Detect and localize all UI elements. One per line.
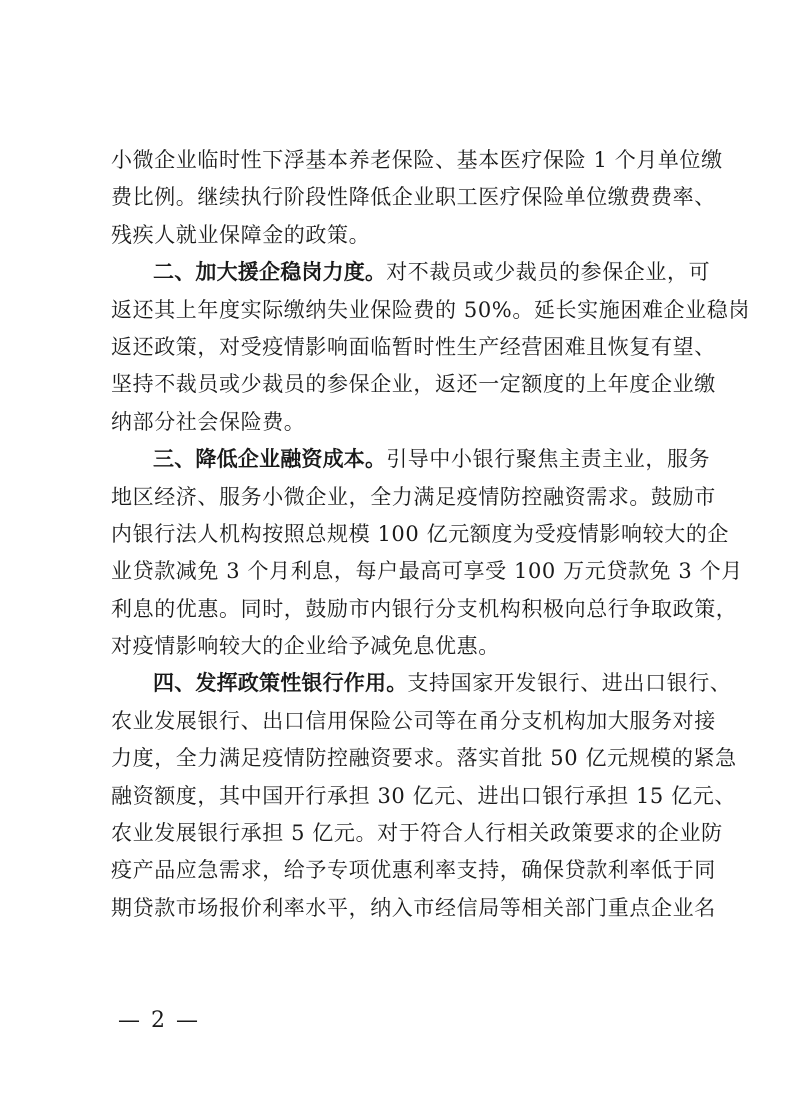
- line-text: 对疫情影响较大的企业给予减免息优惠。: [111, 634, 500, 659]
- text-line: [111, 815, 723, 852]
- body-text: [111, 142, 750, 927]
- text-line: [111, 591, 738, 628]
- line-text: 地区经济、服务小微企业，全力满足疫情防控融资需求。鼓励市: [111, 484, 716, 509]
- text-line: [111, 292, 750, 329]
- section-heading-4: 四、发挥政策性银行作用。: [153, 671, 408, 696]
- line-text: 力度，全力满足疫情防控融资要求。落实首批 50 亿元规模的紧急: [111, 746, 737, 771]
- line-text: 农业发展银行、出口信用保险公司等在甬分支机构加大服务对接: [111, 708, 716, 733]
- line-text: 返还政策，对受疫情影响面临暂时性生产经营困难且恢复有望、: [111, 334, 716, 359]
- text-line: [111, 142, 723, 179]
- line-text: 融资额度，其中国开行承担 30 亿元、进出口银行承担 15 亿元、: [111, 783, 736, 808]
- text-line: [111, 740, 737, 777]
- text-line: [111, 703, 716, 740]
- line-text: 业贷款减免 3 个月利息，每户最高可享受 100 万元贷款免 3 个月: [111, 559, 743, 584]
- page-number: — 2 —: [118, 1008, 200, 1033]
- line-text: 对不裁员或少裁员的参保企业，可: [386, 260, 711, 285]
- text-line: [111, 553, 743, 590]
- line-text: 利息的优惠。同时，鼓励市内银行分支机构积极向总行争取政策，: [111, 596, 738, 621]
- text-line: [111, 628, 695, 665]
- text-line: [111, 890, 716, 927]
- text-line: [111, 179, 716, 216]
- text-line: [111, 404, 695, 441]
- line-text: 小微企业临时性下浮基本养老保险、基本医疗保险 1 个月单位缴: [111, 148, 723, 172]
- line-text: 残疾人就业保障金的政策。: [111, 222, 371, 247]
- section-heading-2: 二、加大援企稳岗力度。: [153, 260, 387, 285]
- line-text: 引导中小银行聚焦主责主业，服务: [386, 447, 711, 472]
- paragraph-start-4: [111, 665, 732, 702]
- text-line: [111, 778, 736, 815]
- text-line: [111, 516, 730, 553]
- text-line: [111, 217, 695, 254]
- line-text: 疫产品应急需求，给予专项优惠利率支持，确保贷款利率低于同: [111, 858, 716, 883]
- line-text: 期贷款市场报价利率水平，纳入市经信局等相关部门重点企业名: [111, 895, 716, 920]
- paragraph-start-3: [111, 441, 711, 478]
- section-heading-3: 三、降低企业融资成本。: [153, 447, 387, 472]
- text-line: [111, 366, 716, 403]
- text-line: [111, 852, 716, 889]
- line-text: 支持国家开发银行、进出口银行、: [407, 671, 732, 696]
- line-text: 坚持不裁员或少裁员的参保企业，返还一定额度的上年度企业缴: [111, 372, 716, 397]
- text-line: [111, 479, 716, 516]
- line-text: 纳部分社会保险费。: [111, 409, 306, 434]
- line-text: 农业发展银行承担 5 亿元。对于符合人行相关政策要求的企业防: [111, 821, 723, 846]
- line-text: 返还其上年度实际缴纳失业保险费的 50%。延长实施困难企业稳岗: [111, 297, 750, 322]
- paragraph-start-2: [111, 254, 711, 291]
- text-line: [111, 329, 716, 366]
- line-text: 费比例。继续执行阶段性降低企业职工医疗保险单位缴费费率、: [111, 185, 716, 210]
- line-text: 内银行法人机构按照总规模 100 亿元额度为受疫情影响较大的企: [111, 521, 730, 546]
